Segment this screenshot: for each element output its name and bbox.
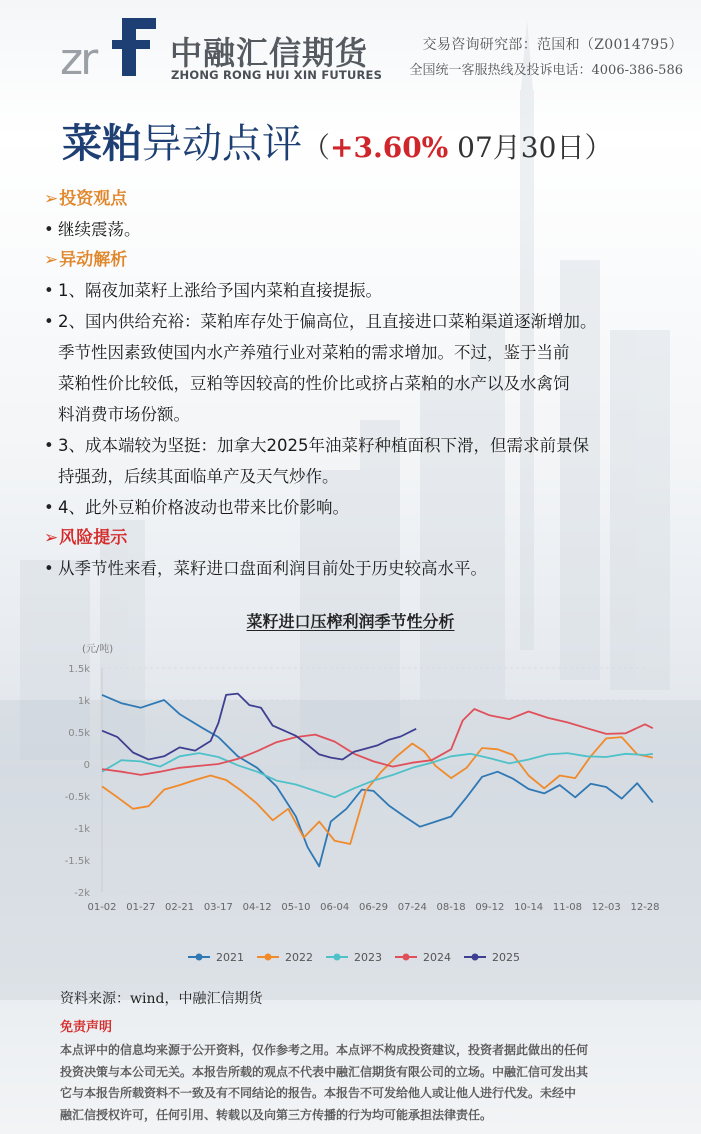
page-title <box>62 112 612 169</box>
list-item-text: 季节性因素致使国内水产养殖行业对菜粕的需求增加。不过，鉴于当前 <box>58 343 570 362</box>
list-item <box>44 553 664 584</box>
section-heading: 投资观点 <box>59 189 128 209</box>
y-tick-label: 0 <box>83 760 90 771</box>
x-tick-label: 01-27 <box>126 902 156 913</box>
x-tick-label: 05-10 <box>281 902 311 913</box>
y-tick-label: 1.5k <box>68 664 90 675</box>
svg-text:zr: zr <box>60 34 96 80</box>
arrow-right-icon: ➢ <box>44 250 59 270</box>
legend-label-2021: 2021 <box>216 951 244 964</box>
disclaimer-line: 本点评中的信息均来源于公开资料，仅作参考之用。本点评不构成投资建议，投资者据此做出的任何 <box>60 1043 589 1057</box>
x-tick-label: 07-24 <box>397 902 427 913</box>
chart-title <box>0 609 701 632</box>
series-line-2024 <box>102 709 653 775</box>
x-tick-label: 02-21 <box>165 902 195 913</box>
x-tick-label: 08-18 <box>436 902 466 913</box>
title-topic: 异动点评 <box>142 121 302 167</box>
section-heading: 风险提示 <box>59 528 128 548</box>
y-tick-label: -1k <box>74 824 90 835</box>
disclaimer-line: 融汇信授权许可，任何引用、转载以及向第三方传播的行为均可能承担法律责任。 <box>60 1107 493 1122</box>
list-item-text: 3、成本端较为坚挺：加拿大2025年油菜籽种植面积下滑，但需求前景保 <box>58 436 589 455</box>
logo-english-name: ZHONG RONG HUI XIN FUTURES <box>171 68 383 82</box>
y-tick-label: -2k <box>74 888 90 899</box>
section-heading: 异动解析 <box>59 250 128 270</box>
list-item <box>44 306 664 430</box>
x-tick-label: 10-14 <box>514 902 544 913</box>
disclaimer-line: 投资决策与本公司无关。本报告所载的观点不代表中融汇信期货有限公司的立场。中融汇信可发出其 <box>60 1064 589 1079</box>
x-tick-label: 01-02 <box>87 902 117 913</box>
list-item-text: 2、国内供给充裕：菜粕库存处于偏高位，且直接进口菜粕渠道逐渐增加。 <box>58 312 597 331</box>
disclaimer-line: 它与本报告所载资料不一致及有不同结论的报告。本报告不可发给他人或让他人进行代发。未经中 <box>60 1086 577 1100</box>
section-risk <box>44 523 664 553</box>
title-paren: （ <box>302 131 331 164</box>
x-tick-label: 11-08 <box>552 902 582 913</box>
analyst-line: 交易咨询研究部：范国和（Z0014795） <box>422 37 683 53</box>
chart-title-text: 菜籽进口压榨利润季节性分析 <box>246 612 455 631</box>
y-axis-unit-label: (元/吨) <box>82 644 114 655</box>
list-item <box>44 214 664 245</box>
y-tick-label: 1k <box>77 696 90 707</box>
legend-label-2025: 2025 <box>492 951 520 964</box>
list-item-text: 4、此外豆粕价格波动也带来比价影响。 <box>58 498 349 517</box>
legend-label-2023: 2023 <box>354 951 382 964</box>
list-item <box>44 275 664 306</box>
x-tick-label: 04-12 <box>242 902 272 913</box>
logo-chinese-name: 中融汇信期货 <box>170 34 369 72</box>
section-analysis <box>44 245 664 275</box>
hotline-line: 全国统一客服热线及投诉电话：4006-386-586 <box>409 63 683 78</box>
title-date: 07月30日） <box>448 131 613 164</box>
legend-label-2022: 2022 <box>285 951 313 964</box>
zrf-logo-icon <box>60 14 160 80</box>
x-tick-label: 03-17 <box>203 902 233 913</box>
list-item-text: 料消费市场份额。 <box>58 405 190 424</box>
x-tick-label: 09-12 <box>475 902 505 913</box>
list-item-text: 继续震荡。 <box>58 220 141 239</box>
list-item <box>44 430 664 492</box>
disclaimer-text <box>60 1040 656 1126</box>
title-product: 菜粕 <box>62 120 142 167</box>
legend-marker-2023 <box>334 954 341 961</box>
list-item-text: 菜粕性价比较低，豆粕等因较高的性价比或挤占菜粕的水产以及水禽饲 <box>58 374 570 393</box>
arrow-right-icon: ➢ <box>44 528 59 548</box>
disclaimer-title: 免责声明 <box>60 1020 113 1035</box>
x-tick-label: 12-28 <box>630 902 660 913</box>
x-tick-label: 12-03 <box>591 902 621 913</box>
report-body <box>44 184 664 584</box>
list-item-text: 1、隔夜加菜籽上涨给予国内菜粕直接提振。 <box>58 281 382 300</box>
legend-marker-2022 <box>265 954 272 961</box>
legend-marker-2024 <box>403 954 410 961</box>
x-tick-label: 06-29 <box>358 902 389 913</box>
list-item-text: 从季节性来看，菜籽进口盘面利润目前处于历史较高水平。 <box>58 559 487 578</box>
series-line-2021 <box>102 695 653 867</box>
section-investment-view <box>44 184 664 214</box>
data-source: 资料来源：wind，中融汇信期货 <box>60 991 263 1007</box>
title-change: +3.60% <box>330 131 449 164</box>
list-item-text: 持强劲，后续其面临单产及天气炒作。 <box>58 467 339 486</box>
x-tick-label: 06-04 <box>320 902 350 913</box>
legend-marker-2025 <box>472 954 479 961</box>
legend-marker-2021 <box>196 954 203 961</box>
y-tick-label: 0.5k <box>68 728 90 739</box>
y-tick-label: -0.5k <box>64 792 90 803</box>
company-logo <box>60 14 383 84</box>
arrow-right-icon: ➢ <box>44 189 59 209</box>
legend-label-2024: 2024 <box>423 951 451 964</box>
contact-info <box>410 34 684 78</box>
list-item <box>44 492 664 523</box>
seasonal-profit-chart <box>60 632 660 982</box>
y-tick-label: -1.5k <box>64 856 90 867</box>
